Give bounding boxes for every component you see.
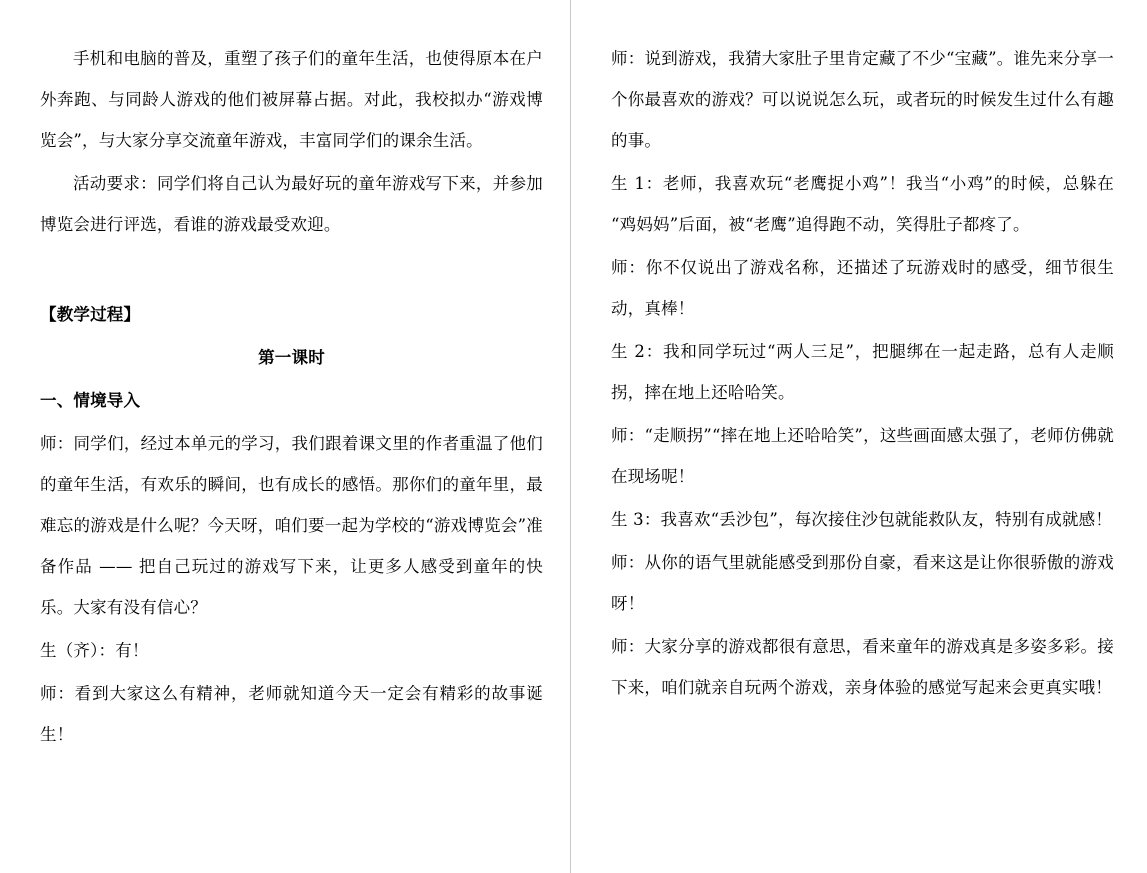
section-heading-teaching-process: 【教学过程】	[40, 305, 141, 324]
dialogue-line: 师：看到大家这么有精神，老师就知道今天一定会有精彩的故事诞生！	[40, 684, 543, 744]
paragraph-activity-requirement: 活动要求：同学们将自己认为最好玩的童年游戏写下来，并参加博览会进行评选，看谁的游戏最受欢迎。	[40, 174, 543, 234]
left-column	[0, 0, 573, 873]
column-divider	[570, 0, 571, 873]
dialogue-line: 师：说到游戏，我猜大家肚子里肯定藏了不少“宝藏”。谁先来分享一个你最喜欢的游戏？可以说说怎么玩，或者玩的时候发生过什么有趣的事。	[611, 49, 1114, 150]
dialogue-line: 师：同学们，经过本单元的学习，我们跟着课文里的作者重温了他们的童年生活，有欢乐的瞬间，也有成长的感悟。那你们的童年里，最难忘的游戏是什么呢？今天呀，咱们要一起为学校的“游戏博览会”准备作品 —— 把自己玩过的游戏写下来，让更多人感受到童年的快乐。大家有没有信心？	[40, 434, 543, 617]
dialogue-line: 生（齐）：有！	[40, 641, 149, 660]
dialogue-line: 生 3：我喜欢“丢沙包”，每次接住沙包就能救队友，特别有成就感！	[611, 510, 1113, 529]
subsection-heading-situation-intro: 一、情境导入	[40, 391, 141, 410]
dialogue-line: 师：你不仅说出了游戏名称，还描述了玩游戏时的感受，细节很生动，真棒！	[611, 258, 1114, 318]
dialogue-line: 师：从你的语气里就能感受到那份自豪，看来这是让你很骄傲的游戏呀！	[611, 553, 1114, 613]
dialogue-line: 生 2：我和同学玩过“两人三足”，把腿绑在一起走路，总有人走顺拐，摔在地上还哈哈笑。	[611, 342, 1114, 402]
dialogue-line: 师：大家分享的游戏都很有意思，看来童年的游戏真是多姿多彩。接下来，咱们就亲自玩两个游戏，亲身体验的感觉写起来会更真实哦！	[611, 637, 1114, 697]
spacer	[40, 247, 543, 288]
dialogue-line: 生 1：老师，我喜欢玩“老鹰捉小鸡”！我当“小鸡”的时候，总躲在“鸡妈妈”后面，被“老鹰”追得跑不动，笑得肚子都疼了。	[611, 174, 1114, 234]
lesson-title-first-period: 第一课时	[258, 348, 325, 367]
dialogue-line: 师：“走顺拐”“摔在地上还哈哈笑”，这些画面感太强了，老师仿佛就在现场呢！	[611, 426, 1114, 486]
paragraph-intro: 手机和电脑的普及，重塑了孩子们的童年生活，也使得原本在户外奔跑、与同龄人游戏的他们被屏幕占据。对此，我校拟办“游戏博览会”，与大家分享交流童年游戏，丰富同学们的课余生活。	[40, 49, 543, 150]
right-column	[573, 0, 1146, 873]
